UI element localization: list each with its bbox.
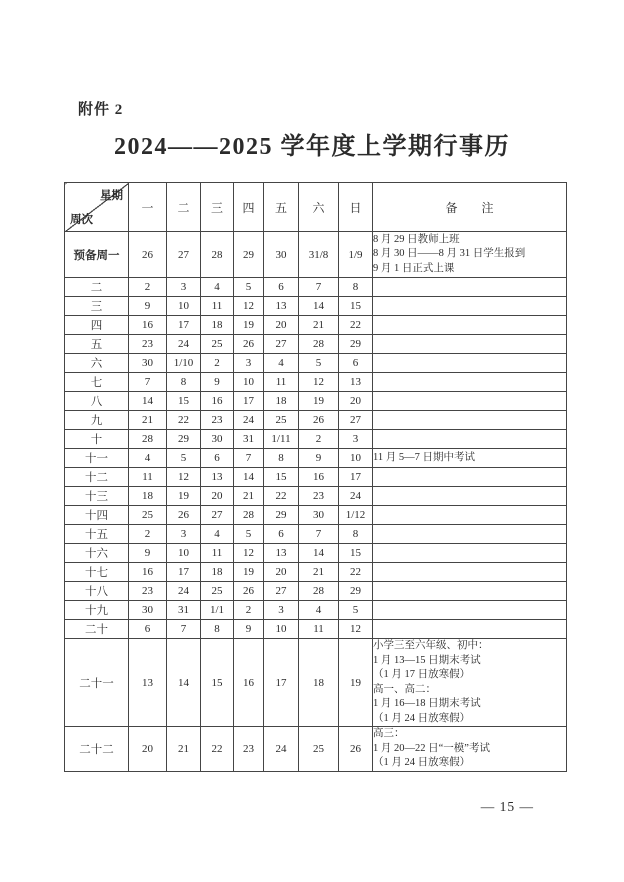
day-cell: 8 [201, 620, 234, 639]
day-cell: 17 [264, 639, 299, 727]
day-cell: 23 [201, 411, 234, 430]
day-cell: 30 [299, 506, 339, 525]
day-cell: 4 [299, 601, 339, 620]
remark-line: 高三： [373, 728, 405, 739]
day-cell: 16 [234, 639, 264, 727]
day-cell: 16 [129, 316, 167, 335]
table-row [65, 278, 567, 297]
table-row [65, 354, 567, 373]
day-cell: 26 [234, 582, 264, 601]
week-label: 十 [65, 430, 129, 449]
day-cell: 14 [234, 468, 264, 487]
remark-cell [373, 411, 567, 430]
day-header-thu: 四 [234, 183, 264, 232]
day-cell: 7 [129, 373, 167, 392]
table-row [65, 373, 567, 392]
day-cell: 18 [129, 487, 167, 506]
day-cell: 30 [201, 430, 234, 449]
remark-cell [373, 506, 567, 525]
day-cell: 27 [167, 232, 201, 278]
day-cell: 12 [339, 620, 373, 639]
day-cell: 12 [234, 297, 264, 316]
table-row [65, 506, 567, 525]
day-cell: 1/11 [264, 430, 299, 449]
day-header-sun: 日 [339, 183, 373, 232]
day-cell: 14 [299, 544, 339, 563]
day-cell: 23 [129, 582, 167, 601]
week-label: 二十二 [65, 727, 129, 772]
week-label: 十二 [65, 468, 129, 487]
day-cell: 20 [201, 487, 234, 506]
day-cell: 12 [167, 468, 201, 487]
day-cell: 3 [339, 430, 373, 449]
page-number: — 15 — [480, 799, 534, 814]
table-row [65, 525, 567, 544]
day-cell: 24 [234, 411, 264, 430]
remark-cell [373, 487, 567, 506]
day-cell: 29 [234, 232, 264, 278]
day-cell: 14 [299, 297, 339, 316]
table-row [65, 232, 567, 278]
day-cell: 28 [129, 430, 167, 449]
week-label: 二十 [65, 620, 129, 639]
day-cell: 3 [234, 354, 264, 373]
day-cell: 10 [264, 620, 299, 639]
day-cell: 11 [201, 297, 234, 316]
remark-cell [373, 316, 567, 335]
day-cell: 9 [299, 449, 339, 468]
day-cell: 9 [234, 620, 264, 639]
day-cell: 8 [339, 525, 373, 544]
day-cell: 19 [339, 639, 373, 727]
remark-cell [373, 620, 567, 639]
day-cell: 10 [234, 373, 264, 392]
day-cell: 1/9 [339, 232, 373, 278]
day-cell: 5 [167, 449, 201, 468]
day-cell: 7 [299, 278, 339, 297]
day-cell: 7 [167, 620, 201, 639]
remark-line: 高一、高二： [373, 683, 436, 695]
day-cell: 7 [234, 449, 264, 468]
remark-cell [373, 232, 567, 278]
table-row [65, 563, 567, 582]
day-cell: 2 [201, 354, 234, 373]
remark-cell [373, 601, 567, 620]
remark-cell [373, 297, 567, 316]
week-label: 四 [65, 316, 129, 335]
week-label: 十七 [65, 563, 129, 582]
day-cell: 24 [167, 335, 201, 354]
day-cell: 11 [129, 468, 167, 487]
day-cell: 13 [264, 297, 299, 316]
day-cell: 25 [201, 582, 234, 601]
day-cell: 11 [299, 620, 339, 639]
week-label: 二 [65, 278, 129, 297]
day-cell: 22 [167, 411, 201, 430]
day-cell: 25 [299, 727, 339, 772]
corner-label-weeknum: 周次 [70, 214, 93, 226]
week-label: 七 [65, 373, 129, 392]
day-cell: 23 [234, 727, 264, 772]
corner-label-weekday: 星期 [100, 190, 123, 202]
week-label: 预备周一 [65, 232, 129, 278]
day-cell: 26 [129, 232, 167, 278]
day-cell: 28 [201, 232, 234, 278]
day-cell: 23 [299, 487, 339, 506]
week-label: 八 [65, 392, 129, 411]
day-cell: 24 [264, 727, 299, 772]
day-cell: 14 [129, 392, 167, 411]
day-cell: 27 [264, 582, 299, 601]
day-header-sat: 六 [299, 183, 339, 232]
day-cell: 6 [264, 278, 299, 297]
day-cell: 10 [167, 544, 201, 563]
remark-line: 1 月 16—18 日期末考试 [373, 698, 481, 709]
day-header-wed: 三 [201, 183, 234, 232]
week-label: 十六 [65, 544, 129, 563]
day-cell: 31 [167, 601, 201, 620]
day-cell: 30 [129, 354, 167, 373]
day-cell: 28 [299, 582, 339, 601]
remark-cell [373, 563, 567, 582]
table-row [65, 449, 567, 468]
day-cell: 20 [264, 563, 299, 582]
day-cell: 21 [299, 316, 339, 335]
remark-cell [373, 544, 567, 563]
day-cell: 11 [264, 373, 299, 392]
remark-line: 8 月 30 日——8 月 31 日学生报到 [373, 248, 526, 260]
week-label: 十九 [65, 601, 129, 620]
page-title: 2024——2025 学年度上学期行事历 [114, 134, 510, 160]
day-cell: 31 [234, 430, 264, 449]
remark-cell [373, 335, 567, 354]
day-cell: 27 [201, 506, 234, 525]
day-cell: 21 [234, 487, 264, 506]
remark-cell [373, 354, 567, 373]
day-cell: 18 [299, 639, 339, 727]
week-label: 九 [65, 411, 129, 430]
day-cell: 5 [234, 278, 264, 297]
day-cell: 16 [299, 468, 339, 487]
day-cell: 10 [339, 449, 373, 468]
day-cell: 26 [299, 411, 339, 430]
day-cell: 15 [167, 392, 201, 411]
remark-cell [373, 582, 567, 601]
day-cell: 21 [299, 563, 339, 582]
day-cell: 17 [339, 468, 373, 487]
day-cell: 19 [299, 392, 339, 411]
day-cell: 9 [201, 373, 234, 392]
week-label: 十五 [65, 525, 129, 544]
remark-cell [373, 373, 567, 392]
remark-line: 1 月 13—15 日期末考试 [373, 654, 481, 666]
table-row [65, 727, 567, 772]
day-cell: 28 [234, 506, 264, 525]
day-cell: 26 [167, 506, 201, 525]
day-cell: 30 [264, 232, 299, 278]
remark-line: 9 月 1 日正式上课 [373, 262, 455, 274]
day-cell: 22 [201, 727, 234, 772]
day-cell: 21 [129, 411, 167, 430]
day-cell: 3 [167, 278, 201, 297]
day-cell: 29 [167, 430, 201, 449]
day-cell: 31/8 [299, 232, 339, 278]
day-cell: 24 [167, 582, 201, 601]
day-cell: 17 [167, 316, 201, 335]
remark-cell [373, 639, 567, 727]
corner-cell [65, 183, 129, 232]
remark-line: （1 月 24 日放寒假） [373, 712, 471, 724]
day-cell: 29 [264, 506, 299, 525]
day-cell: 21 [167, 727, 201, 772]
day-header-tue: 二 [167, 183, 201, 232]
day-cell: 22 [264, 487, 299, 506]
day-cell: 28 [299, 335, 339, 354]
day-cell: 13 [129, 639, 167, 727]
day-cell: 8 [339, 278, 373, 297]
day-cell: 15 [264, 468, 299, 487]
remark-cell [373, 525, 567, 544]
day-cell: 6 [264, 525, 299, 544]
day-cell: 5 [234, 525, 264, 544]
day-cell: 13 [201, 468, 234, 487]
remark-line: 小学三至六年级、初中： [373, 640, 489, 651]
calendar-table [64, 182, 567, 772]
day-cell: 15 [339, 544, 373, 563]
week-label: 十三 [65, 487, 129, 506]
table-row [65, 316, 567, 335]
day-cell: 5 [299, 354, 339, 373]
day-cell: 25 [201, 335, 234, 354]
day-cell: 4 [201, 278, 234, 297]
day-cell: 26 [339, 727, 373, 772]
day-cell: 1/10 [167, 354, 201, 373]
day-cell: 15 [201, 639, 234, 727]
day-cell: 2 [234, 601, 264, 620]
day-cell: 12 [299, 373, 339, 392]
table-row [65, 430, 567, 449]
remark-line: 11 月 5—7 日期中考试 [373, 451, 475, 463]
table-row [65, 487, 567, 506]
remark-cell [373, 727, 567, 772]
day-cell: 16 [201, 392, 234, 411]
day-cell: 9 [129, 544, 167, 563]
day-cell: 25 [264, 411, 299, 430]
day-cell: 3 [264, 601, 299, 620]
day-cell: 20 [264, 316, 299, 335]
day-cell: 17 [167, 563, 201, 582]
day-cell: 19 [234, 316, 264, 335]
day-cell: 3 [167, 525, 201, 544]
day-cell: 18 [201, 316, 234, 335]
table-row [65, 639, 567, 727]
week-label: 三 [65, 297, 129, 316]
day-cell: 19 [167, 487, 201, 506]
day-header-mon: 一 [129, 183, 167, 232]
day-cell: 1/1 [201, 601, 234, 620]
day-cell: 12 [234, 544, 264, 563]
day-cell: 13 [264, 544, 299, 563]
day-header-fri: 五 [264, 183, 299, 232]
day-cell: 14 [167, 639, 201, 727]
day-cell: 6 [339, 354, 373, 373]
remark-line: 8 月 29 日教师上班 [373, 233, 460, 245]
day-cell: 2 [129, 525, 167, 544]
remark-cell [373, 430, 567, 449]
week-label: 十四 [65, 506, 129, 525]
day-cell: 30 [129, 601, 167, 620]
remark-cell [373, 392, 567, 411]
week-label: 二十一 [65, 639, 129, 727]
day-cell: 4 [129, 449, 167, 468]
day-cell: 8 [167, 373, 201, 392]
day-cell: 29 [339, 335, 373, 354]
day-cell: 11 [201, 544, 234, 563]
table-row [65, 601, 567, 620]
day-cell: 19 [234, 563, 264, 582]
table-row [65, 582, 567, 601]
day-cell: 9 [129, 297, 167, 316]
week-label: 十八 [65, 582, 129, 601]
remark-header: 备 注 [373, 183, 567, 232]
day-cell: 4 [201, 525, 234, 544]
day-cell: 20 [129, 727, 167, 772]
remark-cell [373, 278, 567, 297]
table-row [65, 411, 567, 430]
table-row [65, 297, 567, 316]
remark-cell [373, 468, 567, 487]
header-row [65, 183, 567, 232]
day-cell: 15 [339, 297, 373, 316]
day-cell: 27 [264, 335, 299, 354]
remark-cell [373, 449, 567, 468]
remark-line: （1 月 24 日放寒假） [373, 757, 471, 768]
day-cell: 5 [339, 601, 373, 620]
table-row [65, 392, 567, 411]
day-cell: 24 [339, 487, 373, 506]
day-cell: 25 [129, 506, 167, 525]
day-cell: 2 [129, 278, 167, 297]
day-cell: 1/12 [339, 506, 373, 525]
day-cell: 18 [264, 392, 299, 411]
table-row [65, 620, 567, 639]
day-cell: 6 [201, 449, 234, 468]
day-cell: 20 [339, 392, 373, 411]
day-cell: 18 [201, 563, 234, 582]
week-label: 五 [65, 335, 129, 354]
day-cell: 22 [339, 563, 373, 582]
day-cell: 26 [234, 335, 264, 354]
week-label: 六 [65, 354, 129, 373]
table-row [65, 468, 567, 487]
table-row [65, 544, 567, 563]
remark-line: 1 月 20—22 日“一模”考试 [373, 742, 490, 754]
day-cell: 8 [264, 449, 299, 468]
day-cell: 27 [339, 411, 373, 430]
attachment-label: 附件 2 [78, 102, 124, 118]
day-cell: 22 [339, 316, 373, 335]
day-cell: 7 [299, 525, 339, 544]
week-label: 十一 [65, 449, 129, 468]
day-cell: 6 [129, 620, 167, 639]
day-cell: 10 [167, 297, 201, 316]
day-cell: 16 [129, 563, 167, 582]
table-row [65, 335, 567, 354]
day-cell: 29 [339, 582, 373, 601]
day-cell: 17 [234, 392, 264, 411]
day-cell: 4 [264, 354, 299, 373]
remark-line: （1 月 17 日放寒假） [373, 669, 471, 680]
day-cell: 23 [129, 335, 167, 354]
day-cell: 13 [339, 373, 373, 392]
day-cell: 2 [299, 430, 339, 449]
